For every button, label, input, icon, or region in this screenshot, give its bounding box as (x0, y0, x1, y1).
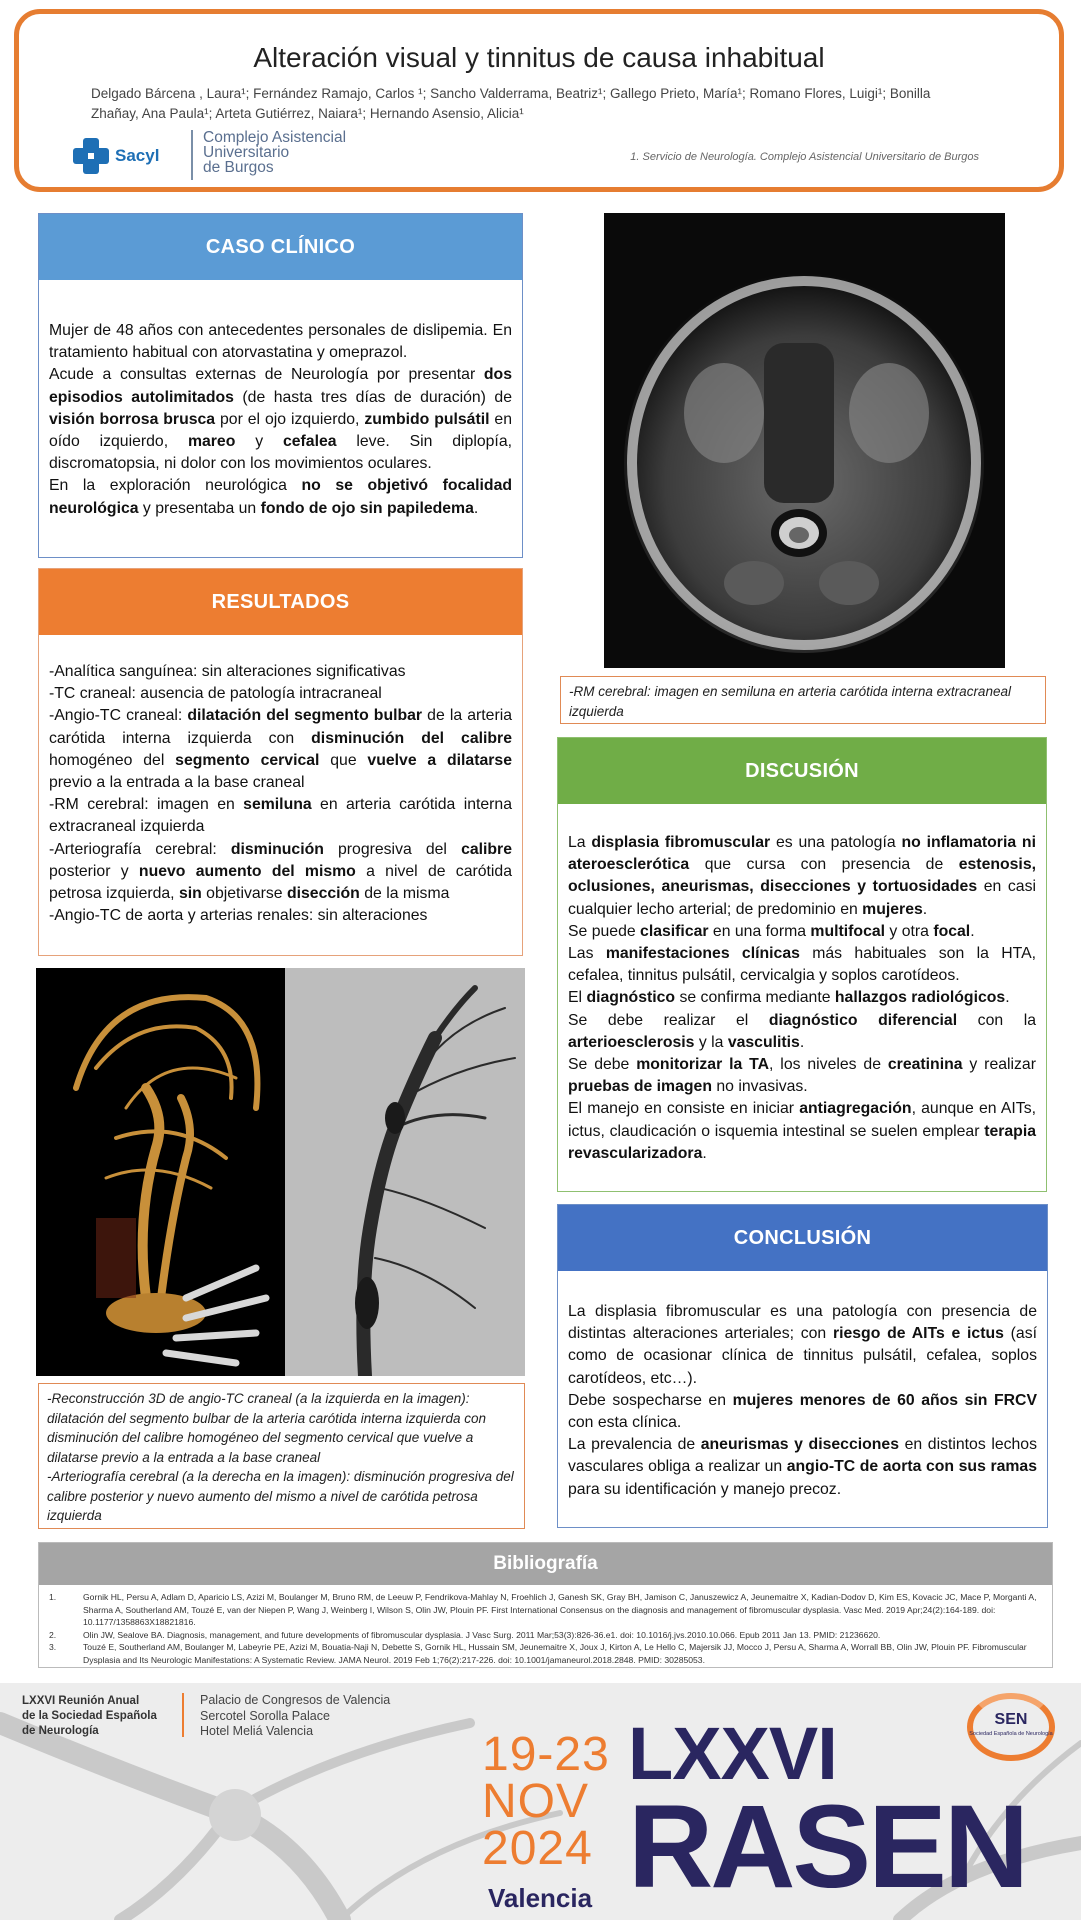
bibliography-heading: Bibliografía (39, 1543, 1052, 1585)
header-banner (14, 9, 1064, 192)
caso-clinico-heading: CASO CLÍNICO (39, 214, 522, 280)
logo-divider (191, 130, 193, 180)
discusion-panel (557, 737, 1047, 1192)
angio-caption-3d: -Reconstrucción 3D de angio-TC craneal (a la izquierda en la imagen): dilatación del segmento bulbar de la arteria carótida interna izquierda con disminución del calibre homogéneo del segmento cervical que vuelve a dilatarse previo a la entrada a la base craneal (47, 1391, 487, 1465)
mri-image (604, 213, 1005, 668)
sen-logo: SEN Sociedad Española de Neurología (963, 1691, 1059, 1763)
congress-city: Valencia (488, 1883, 593, 1913)
venue-list: Palacio de Congresos de Valencia Sercotel Sorolla Palace Hotel Meliá Valencia (200, 1693, 391, 1738)
bibliography-panel (38, 1542, 1053, 1668)
meeting-name: LXXVI Reunión Anual de la Sociedad Española de Neurología (22, 1695, 157, 1737)
resultados-panel (38, 568, 523, 956)
resultados-heading: RESULTADOS (39, 569, 522, 635)
discusion-body: La displasia fibromuscular es una patología no inflamatoria ni ateroesclerótica que cursa con presencia de estenosis, oclusiones, aneurismas, disecciones y tortuosidades en casi cualquier lecho arterial; de predominio en mujeres. Se puede clasificar en una forma multifocal y otra focal. Las manifestaciones clínicas más habituales son la HTA, cefalea, tinnitus pulsátil, cervicalgia y soplos carotídeos. El diagnóstico se confirma mediante hallazgos radiológicos. Se debe realizar el diagnóstico diferencial con la arterioesclerosis y la vasculitis. Se debe monitorizar la TA, los niveles de creatinina y realizar pruebas de imagen no invasivas. El manejo en consiste en iniciar antiagregación, aunque en AITs, ictus, claudicación o isquemia intestinal se suelen emplear terapia revascularizadora. (568, 834, 1037, 1162)
bibliography-item: 3. Touzé E, Southerland AM, Boulanger M, Labeyrie PE, Azizi M, Bouatia-Naji N, Debette S, Gornik HL, Hussain SM, Jeunemaitre X, Joux J, Kirton A, Le Hello C, Majersik JJ, Mocco J, Persu A, Sharma A, Worrall BB, Olin JW, Plouin PF. Fibromuscular Dysplasia and Its Neurologic Manifestations: A Systematic Review. JAMA Neurol. 2019 Feb 1;76(2):217-226. doi: 10.1001/jamaneurol.2018.2848. PMID: 30285053. (49, 1642, 1027, 1665)
congress-edition: LXXVI (628, 1712, 837, 1795)
bibliography-item: 1. Gornik HL, Persu A, Adlam D, Aparicio LS, Azizi M, Boulanger M, Bruno RM, de Leeuw P, Fendrikova-Mahlay N, Froehlich J, Ganesh SK, Gray BH, Jamison C, Januszewicz A, Jeunemaitre X, Kadian-Dodov D, Kim ES, Kovacic JC, Mace P, Morganti A, Sharma A, Southerland AM, Touzé E, van der Niepen P, Wang J, Weinberg I, Wilson S, Olin JW, Plouin PF. First International Consensus on the diagnosis and management of fibromuscular dysplasia. Vasc Med. 2019 Apr;24(2):164-189. doi: 10.1177/1358863X18821816. (49, 1592, 1037, 1627)
conclusion-body: La displasia fibromuscular es una patología con presencia de distintas alteraciones arteriales; con riesgo de AITs e ictus (así como de ocasionar clínica de tinnitus pulsátil, cefalea, soplos carotídeos, etc…). Debe sospecharse en mujeres menores de 60 años sin FRCV con esta clínica. La prevalencia de aneurismas y disecciones en distintos lechos vasculares obliga a realizar un angio-TC de aorta con sus ramas para su identificación y manejo precoz. (568, 1303, 1038, 1498)
conclusion-heading: CONCLUSIÓN (558, 1205, 1047, 1271)
congress-footer (0, 1683, 1081, 1920)
caso-clinico-body: Mujer de 48 años con antecedentes personales de dislipemia. En tratamiento habitual con atorvastatina y omeprazol. Acude a consultas externas de Neurología por presentar dos episodios autolimitados (de hasta tres días de duración) de visión borrosa brusca por el ojo izquierdo, zumbido pulsátil en oído izquierdo, mareo y cefalea leve. Sin diplopía, discromatopsia, ni dolor con los movimientos oculares. En la exploración neurológica no se objetivó focalidad neurológica y presentaba un fondo de ojo sin papiledema. (49, 322, 513, 517)
bibliography-list (39, 1585, 1052, 1666)
conclusion-panel (557, 1204, 1048, 1528)
institution-name: Complejo Asistencial Universitario de Burgos (203, 129, 347, 176)
sacyl-brand: Sacyl (115, 146, 160, 165)
angio-caption (38, 1383, 525, 1529)
mri-caption: -RM cerebral: imagen en semiluna en arteria carótida interna extracraneal izquierda (560, 676, 1046, 724)
footer-divider (182, 1693, 184, 1737)
angio-caption-arteriography: -Arteriografía cerebral (a la derecha en la imagen): disminución progresiva del calibre posterior y nuevo aumento del mismo a nivel de carótida petrosa izquierda (47, 1469, 514, 1523)
caso-clinico-panel (38, 213, 523, 558)
arteriography-image (285, 968, 525, 1376)
authors (91, 84, 999, 124)
angio-3d-reconstruction-image (36, 968, 285, 1376)
authors-line-1: Delgado Bárcena , Laura¹; Fernández Ramajo, Carlos ¹; Sancho Valderrama, Beatriz¹; Gallego Prieto, María¹; Romano Flores, Luigi¹; Bonilla (91, 86, 931, 101)
bibliography-item: 2. Olin JW, Sealove BA. Diagnosis, management, and future developments of fibromuscular dysplasia. J Vasc Surg. 2011 Mar;53(3):826-36.e1. doi: 10.1016/j.jvs.2010.10.066. Epub 2011 Jan 13. PMID: 21236620. (49, 1629, 881, 1640)
sacyl-logo (71, 128, 361, 180)
discusion-heading: DISCUSIÓN (558, 738, 1046, 804)
congress-event-name: RASEN (628, 1781, 1027, 1913)
authors-line-2: Zhañay, Ana Paula¹; Arteta Gutiérrez, Naiara¹; Hernando Asensio, Alicia¹ (91, 106, 524, 121)
poster-title: Alteración visual y tinnitus de causa inhabitual (253, 42, 825, 73)
sacyl-cross-icon (71, 136, 111, 176)
affiliation: 1. Servicio de Neurología. Complejo Asistencial Universitario de Burgos (630, 151, 979, 163)
resultados-body: -Analítica sanguínea: sin alteraciones significativas -TC craneal: ausencia de patología intracraneal -Angio-TC craneal: dilatación del segmento bulbar de la arteria carótida interna izquierda con disminución del calibre homogéneo del segmento cervical que vuelve a dilatarse previo a la entrada a la base craneal -RM cerebral: imagen en semiluna en arteria carótida interna extracraneal izquierda -Arteriografía cerebral: disminución progresiva del calibre posterior y nuevo aumento del mismo a nivel de carótida petrosa izquierda, sin objetivarse disección de la misma -Angio-TC de aorta y arterias renales: sin alteraciones (49, 663, 513, 925)
congress-dates: 19-23 NOV 2024 (482, 1728, 610, 1875)
